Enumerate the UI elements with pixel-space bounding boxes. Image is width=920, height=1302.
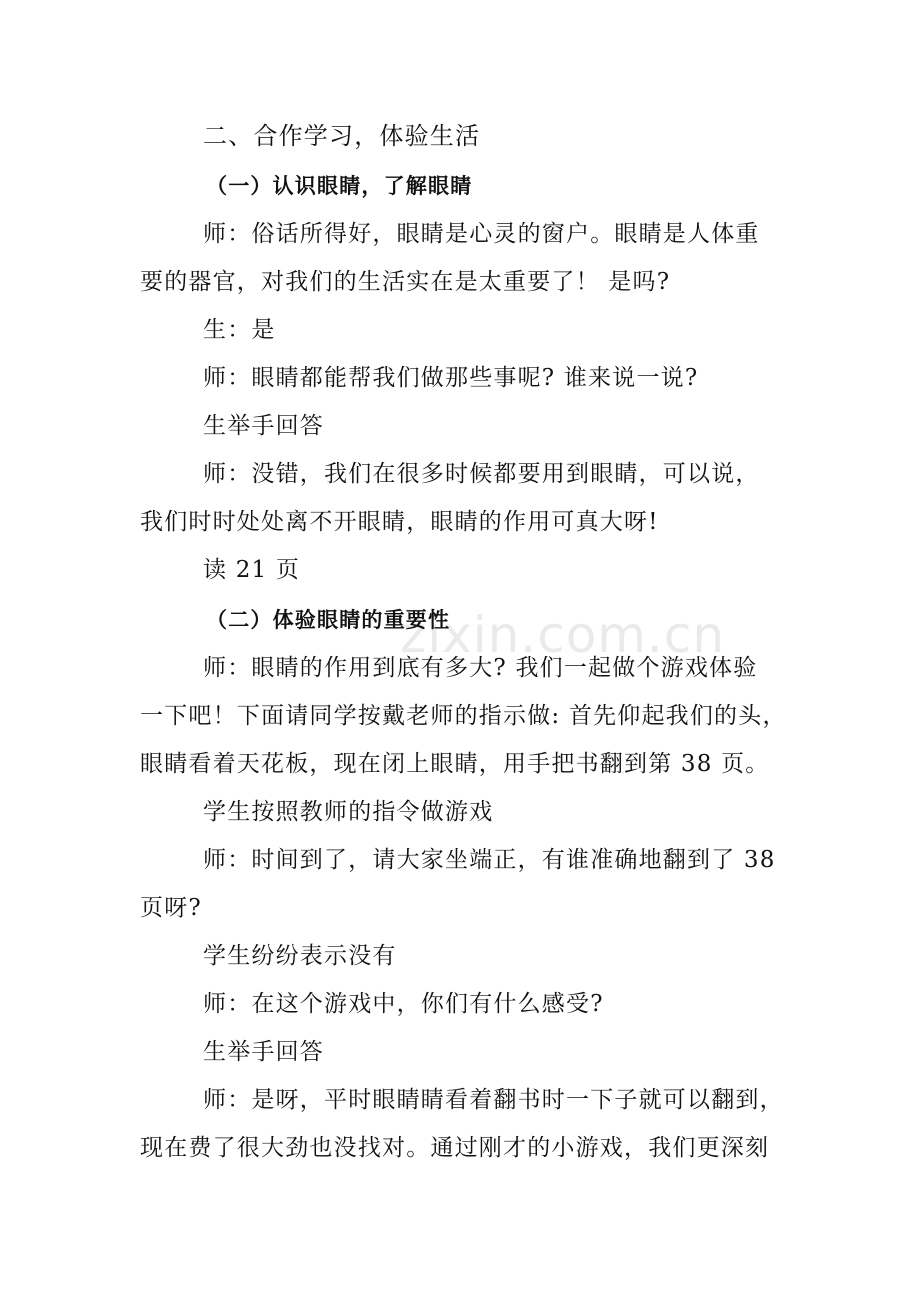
paragraph-line: 生举手回答 bbox=[203, 1039, 324, 1065]
paragraph-line: 现在费了很大劲也没找对。通过刚才的小游戏，我们更深刻 bbox=[140, 1135, 770, 1161]
paragraph-line: 师：眼睛都能帮我们做那些事呢? 谁来说一说? bbox=[203, 365, 699, 391]
paragraph-line: 学生纷纷表示没有 bbox=[203, 943, 397, 969]
paragraph-line: 眼睛看着天花板，现在闭上眼睛，用手把书翻到第 38 页。 bbox=[140, 751, 770, 777]
section-heading: 二、合作学习，体验生活 bbox=[203, 122, 481, 150]
paragraph-line: 师：时间到了，请大家坐端正，有谁准确地翻到了 38 bbox=[203, 847, 776, 873]
paragraph-line: 一下吧！下面请同学按戴老师的指示做: 首先仰起我们的头， bbox=[140, 703, 787, 729]
paragraph-line: 师：眼睛的作用到底有多大? 我们一起做个游戏体验 bbox=[203, 655, 758, 681]
paragraph-line: 生：是 bbox=[203, 317, 276, 343]
watermark: zixin.com.cn bbox=[400, 606, 726, 664]
paragraph-line: 我们时时处处离不开眼睛，眼睛的作用可真大呀! bbox=[140, 509, 659, 535]
paragraph-line: 生举手回答 bbox=[203, 413, 324, 439]
paragraph-line: 要的器官，对我们的生活实在是太重要了！ 是吗? bbox=[140, 269, 671, 295]
subsection-heading-2: （二）体验眼睛的重要性 bbox=[206, 608, 451, 632]
paragraph-line: 师：没错，我们在很多时候都要用到眼睛，可以说， bbox=[203, 461, 760, 487]
paragraph-line: 读 21 页 bbox=[203, 557, 301, 583]
paragraph-line: 师：在这个游戏中，你们有什么感受? bbox=[203, 991, 604, 1017]
paragraph-line: 师：俗话所得好，眼睛是心灵的窗户。眼睛是人体重 bbox=[203, 221, 760, 247]
paragraph-line: 师：是呀，平时眼睛睛看着翻书时一下子就可以翻到， bbox=[203, 1087, 784, 1113]
subsection-heading-1: （一）认识眼睛，了解眼睛 bbox=[206, 174, 473, 198]
paragraph-line: 页呀? bbox=[140, 895, 202, 921]
paragraph-line: 学生按照教师的指令做游戏 bbox=[203, 799, 494, 825]
